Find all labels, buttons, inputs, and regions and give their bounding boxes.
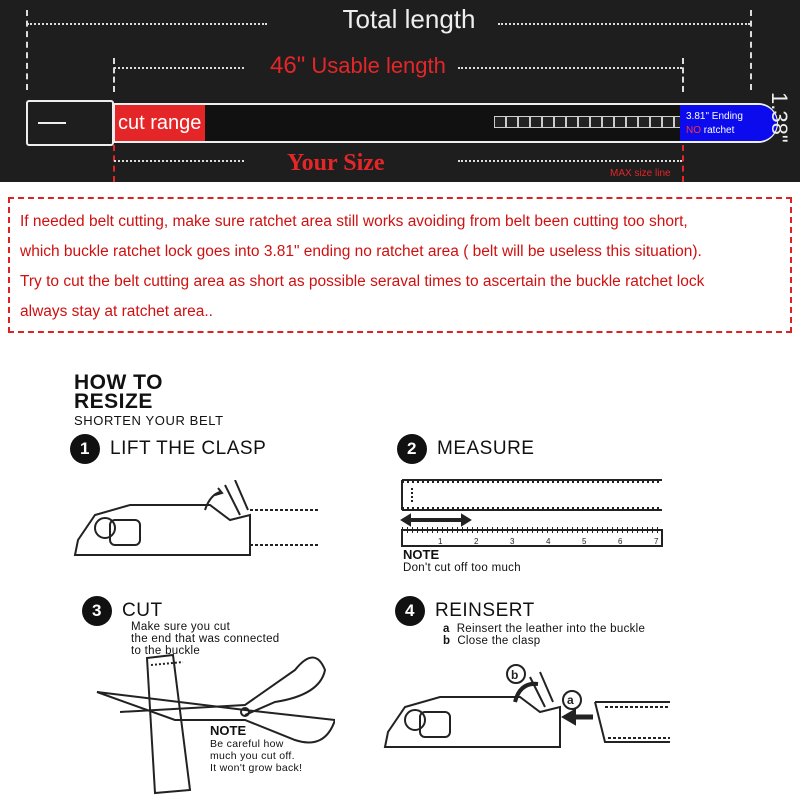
your-size-label: Your Size bbox=[287, 150, 385, 176]
cut-text-line: the end that was connected bbox=[131, 633, 280, 645]
step-2-heading bbox=[397, 434, 534, 464]
title-line: HOW TO bbox=[74, 371, 163, 394]
ruler-number: 1 bbox=[438, 537, 443, 546]
reinsert-illustration bbox=[380, 662, 670, 752]
buckle-lift-illustration bbox=[70, 480, 320, 565]
item-key: a bbox=[443, 623, 450, 635]
note-text: It won't grow back! bbox=[210, 762, 303, 774]
instructions-subtitle: SHORTEN YOUR BELT bbox=[74, 413, 224, 428]
svg-text:b: b bbox=[511, 668, 519, 682]
step-1-heading bbox=[70, 434, 266, 464]
step-number-badge: 1 bbox=[70, 434, 100, 464]
cut-range: cut range bbox=[115, 105, 205, 141]
measure-note bbox=[403, 547, 521, 574]
usable-length-label bbox=[270, 52, 446, 80]
svg-text:a: a bbox=[567, 693, 574, 707]
cut-text-line: to the buckle bbox=[131, 645, 201, 657]
step-number-badge: 4 bbox=[395, 596, 425, 626]
warning-line: Try to cut the belt cutting area as short as possible seraval times to ascertain the buckle ratchet lock bbox=[20, 273, 705, 290]
usable-length-line bbox=[114, 67, 244, 69]
max-size-guide bbox=[682, 145, 684, 182]
cut-note bbox=[210, 723, 302, 774]
step-title: CUT bbox=[122, 600, 163, 621]
belt-width-label: 1.38" bbox=[767, 92, 792, 143]
note-text: much you cut off. bbox=[210, 750, 295, 762]
size-guide bbox=[113, 145, 115, 182]
ruler-number: 3 bbox=[510, 537, 515, 546]
ruler-number: 2 bbox=[474, 537, 479, 546]
warning-line: If needed belt cutting, make sure ratchet area still works avoiding from belt been cutting too short, bbox=[20, 213, 688, 230]
note-text: Don't cut off too much bbox=[403, 562, 521, 574]
max-size-line-label: MAX size line bbox=[610, 168, 671, 179]
step-4-heading bbox=[395, 596, 535, 626]
instructions-title bbox=[74, 373, 224, 428]
step-number-badge: 2 bbox=[397, 434, 427, 464]
total-length-label: Total length bbox=[342, 4, 476, 34]
ending-length: 3.81" Ending bbox=[686, 111, 743, 122]
cutting-warning bbox=[8, 197, 792, 333]
usable-length-guide bbox=[682, 58, 684, 92]
note-title: NOTE bbox=[210, 723, 247, 738]
no-ratchet-ending bbox=[680, 105, 777, 141]
ending-no: NO bbox=[686, 125, 701, 136]
ruler-number: 6 bbox=[618, 537, 623, 546]
usable-length-value: 46" bbox=[270, 52, 306, 79]
item-text: Close the clasp bbox=[457, 635, 541, 647]
your-size-line bbox=[458, 160, 682, 162]
step-title: MEASURE bbox=[437, 438, 535, 459]
note-text: Be careful how bbox=[210, 738, 284, 750]
usable-length-text: Usable length bbox=[311, 53, 446, 78]
step-number-badge: 3 bbox=[82, 596, 112, 626]
warning-line: which buckle ratchet lock goes into 3.81" ending no ratchet area ( belt will be useless this situation). bbox=[20, 243, 702, 260]
note-title: NOTE bbox=[403, 547, 440, 562]
measure-illustration bbox=[400, 478, 665, 550]
item-key: b bbox=[443, 635, 451, 647]
ruler-number: 5 bbox=[582, 537, 587, 546]
usable-length-guide bbox=[113, 58, 115, 92]
step-title: REINSERT bbox=[435, 600, 535, 621]
warning-line: always stay at ratchet area.. bbox=[20, 303, 213, 320]
usable-length-line bbox=[458, 67, 682, 69]
step-title: LIFT THE CLASP bbox=[110, 438, 267, 459]
ending-ratchet: ratchet bbox=[703, 125, 735, 136]
ruler-number: 4 bbox=[546, 537, 551, 546]
belt-size-diagram bbox=[0, 0, 800, 182]
buckle-outline bbox=[26, 100, 114, 146]
cut-text-line: Make sure you cut bbox=[131, 621, 231, 633]
title-line: RESIZE bbox=[74, 390, 153, 413]
reinsert-instructions bbox=[443, 623, 645, 647]
item-text: Reinsert the leather into the buckle bbox=[456, 623, 646, 635]
your-size-line bbox=[114, 160, 244, 162]
ratchet-teeth bbox=[494, 116, 686, 128]
ruler-number: 7 bbox=[654, 537, 659, 546]
